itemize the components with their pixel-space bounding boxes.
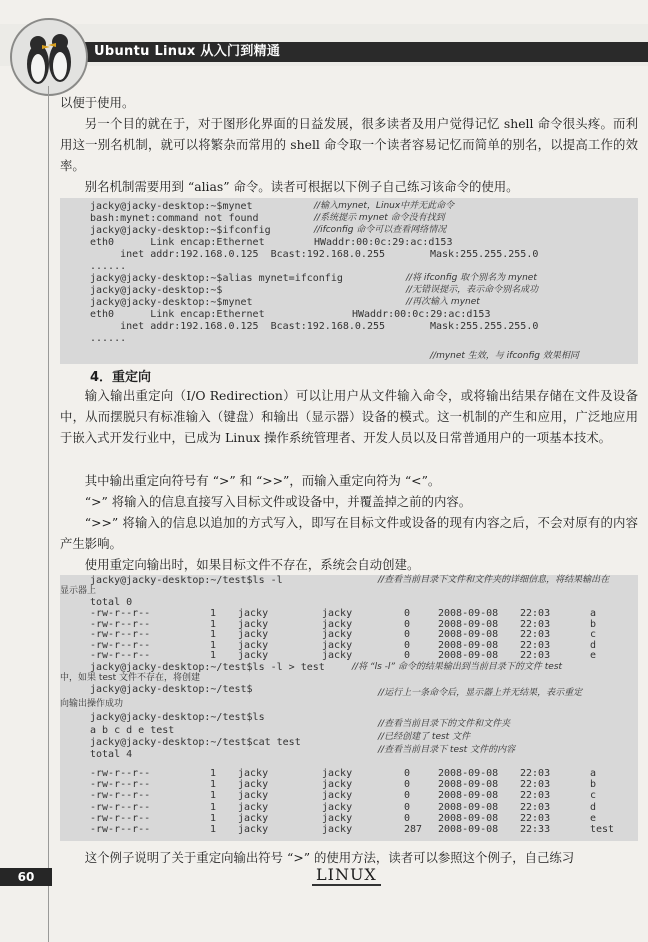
listing-row	[60, 814, 638, 824]
listing-date: 2008-09-08	[438, 790, 499, 802]
listing-owner: jacky	[238, 801, 269, 813]
listing-time: 22:03	[520, 768, 551, 779]
listing-date: 2008-09-08	[438, 779, 499, 791]
listing-perm: -rw-r--r--	[90, 629, 151, 640]
paragraph: “>>” 将输入的信息以追加的方式写入，即写在目标文件或设备的现有内容之后，不会对原有的内容产生影响。	[60, 515, 638, 551]
listing-row	[60, 651, 638, 661]
listing-size: 0	[404, 768, 411, 779]
listing-group: jacky	[322, 608, 353, 619]
listing-links: 1	[210, 790, 217, 802]
listing-filename: a	[590, 608, 597, 619]
listing-time: 22:03	[520, 790, 551, 802]
listing-row	[60, 630, 638, 640]
listing-date: 2008-09-08	[438, 812, 499, 824]
code-comment: //无错误提示，表示命令别名成功	[406, 285, 539, 295]
code-line: ......	[90, 333, 127, 344]
listing-owner: jacky	[238, 608, 269, 619]
listing-perm: -rw-r--r--	[90, 812, 151, 824]
listing-group: jacky	[322, 629, 353, 640]
code-line: jacky@jacky-desktop:~$alias mynet=ifconfig	[90, 273, 343, 284]
listing-date: 2008-09-08	[438, 650, 499, 661]
code-comment: 中，如果 test 文件不存在，将创建	[60, 673, 201, 683]
code-line: HWaddr:00:0c:29:ac:d153	[314, 237, 453, 248]
listing-links: 1	[210, 618, 217, 630]
code-line: eth0 Link encap:Ethernet	[90, 309, 265, 320]
code-line: inet addr:192.168.0.125 Bcast:192.168.0.255	[90, 249, 386, 260]
paragraph: 以便于使用。	[60, 95, 135, 110]
code-line: jacky@jacky-desktop:~$	[90, 285, 223, 296]
paragraph: 输入输出重定向（I/O Redirection）可以让用户从文件输入命令，或将输出结果存储在文件及设备中，从而摆脱只有标准输入（键盘）和输出（显示器）设备的模式。这一机制的产生和应用，广泛地应用于嵌入式开发行业中，已成为 Linux 操作系统管理者、开发人员以及日常普通用户的一项基本技术。	[60, 388, 638, 445]
listing-filename: c	[590, 790, 597, 802]
listing-filename: b	[590, 779, 597, 791]
penguin-logo	[10, 18, 88, 96]
code-comment: //查看当前目录下的文件和文件夹	[378, 719, 511, 729]
code-line: a b c d e test	[90, 725, 175, 736]
paragraph: 另一个目的就在于，对于图形化界面的日益发展，很多读者及用户觉得记忆 shell 命令很头疼。而利用这一别名机制，就可以将繁杂而常用的 shell 命令取一个读者容易记忆而简单的别名，以提高工作的效率。	[60, 116, 638, 173]
listing-filename: b	[590, 618, 597, 630]
listing-group: jacky	[322, 650, 353, 661]
code-comment: 显示器上	[60, 586, 97, 596]
listing-owner: jacky	[238, 790, 269, 802]
listing-time: 22:33	[520, 824, 551, 835]
listing-date: 2008-09-08	[438, 618, 499, 630]
listing-group: jacky	[322, 801, 353, 813]
code-line: total 4	[90, 749, 133, 760]
listing-group: jacky	[322, 779, 353, 791]
listing-links: 1	[210, 812, 217, 824]
listing-owner: jacky	[238, 812, 269, 824]
listing-links: 1	[210, 639, 217, 651]
listing-perm: -rw-r--r--	[90, 790, 151, 802]
code-line: jacky@jacky-desktop:~/test$ls -l	[90, 575, 283, 586]
listing-row	[60, 620, 638, 630]
listing-filename: test	[590, 824, 615, 835]
book-title: Ubuntu Linux 从入门到精通	[94, 44, 281, 59]
listing-owner: jacky	[238, 824, 269, 835]
listing-row	[60, 769, 638, 779]
listing-row	[60, 803, 638, 813]
listing-links: 1	[210, 608, 217, 619]
listing-perm: -rw-r--r--	[90, 608, 151, 619]
margin-rule	[48, 86, 49, 942]
listing-date: 2008-09-08	[438, 629, 499, 640]
listing-size: 0	[404, 608, 411, 619]
code-comment: //将 “ls -l” 命令的结果输出到当前目录下的文件 test	[352, 662, 563, 672]
listing-size: 0	[404, 812, 411, 824]
listing-row	[60, 825, 638, 835]
listing-perm: -rw-r--r--	[90, 768, 151, 779]
listing-filename: d	[590, 801, 597, 813]
listing-owner: jacky	[238, 768, 269, 779]
code-line: jacky@jacky-desktop:~$mynet	[90, 201, 253, 212]
listing-row	[60, 791, 638, 801]
listing-row	[60, 609, 638, 619]
listing-owner: jacky	[238, 650, 269, 661]
code-line: jacky@jacky-desktop:~$mynet	[90, 297, 253, 308]
listing-row	[60, 780, 638, 790]
listing-group: jacky	[322, 639, 353, 651]
listing-group: jacky	[322, 790, 353, 802]
listing-group: jacky	[322, 824, 353, 835]
listing-date: 2008-09-08	[438, 608, 499, 619]
code-line: jacky@jacky-desktop:~/test$ls	[90, 712, 265, 723]
listing-date: 2008-09-08	[438, 639, 499, 651]
listing-filename: e	[590, 812, 597, 824]
listing-size: 0	[404, 629, 411, 640]
listing-perm: -rw-r--r--	[90, 801, 151, 813]
listing-size: 0	[404, 779, 411, 791]
listing-owner: jacky	[238, 639, 269, 651]
listing-filename: a	[590, 768, 597, 779]
page-number: 60	[0, 868, 52, 886]
listing-time: 22:03	[520, 639, 551, 651]
penguin-icon	[12, 20, 86, 94]
code-line: jacky@jacky-desktop:~$ifconfig	[90, 225, 271, 236]
listing-time: 22:03	[520, 812, 551, 824]
code-comment: //查看当前目录下 test 文件的内容	[378, 745, 516, 755]
listing-links: 1	[210, 801, 217, 813]
code-comment: //mynet 生效，与 ifconfig 效果相同	[430, 351, 579, 361]
listing-size: 287	[404, 824, 423, 835]
listing-row	[60, 641, 638, 651]
code-comment: //将 ifconfig 取个别名为 mynet	[406, 273, 537, 283]
listing-perm: -rw-r--r--	[90, 779, 151, 791]
listing-links: 1	[210, 768, 217, 779]
code-comment: //输入mynet，Linux中并无此命令	[314, 201, 455, 211]
paragraph: “>” 将输入的信息直接写入目标文件或设备中，并覆盖掉之前的内容。	[84, 494, 472, 509]
code-line: eth0 Link encap:Ethernet	[90, 237, 265, 248]
code-line: jacky@jacky-desktop:~/test$	[90, 684, 253, 695]
listing-date: 2008-09-08	[438, 768, 499, 779]
code-line: inet addr:192.168.0.125 Bcast:192.168.0.255	[90, 321, 386, 332]
listing-filename: d	[590, 639, 597, 651]
listing-time: 22:03	[520, 608, 551, 619]
listing-group: jacky	[322, 812, 353, 824]
listing-perm: -rw-r--r--	[90, 650, 151, 661]
paragraph: 使用重定向输出时，如果目标文件不存在，系统会自动创建。	[84, 557, 420, 572]
listing-owner: jacky	[238, 629, 269, 640]
listing-size: 0	[404, 801, 411, 813]
listing-group: jacky	[322, 618, 353, 630]
listing-filename: e	[590, 650, 597, 661]
linux-logo: LINUX	[312, 866, 381, 886]
listing-links: 1	[210, 650, 217, 661]
listing-time: 22:03	[520, 618, 551, 630]
code-line: total 0	[90, 597, 133, 608]
code-line: bash:mynet:command not found	[90, 213, 259, 224]
listing-size: 0	[404, 790, 411, 802]
listing-perm: -rw-r--r--	[90, 639, 151, 651]
code-line: jacky@jacky-desktop:~/test$ls -l > test	[90, 662, 325, 673]
listing-time: 22:03	[520, 779, 551, 791]
code-comment: //ifconfig 命令可以查看网络情况	[314, 225, 447, 235]
listing-links: 1	[210, 824, 217, 835]
code-comment: //系统提示 mynet 命令没有找到	[314, 213, 445, 223]
code-block-redirection	[60, 575, 638, 841]
listing-filename: c	[590, 629, 597, 640]
code-line: HWaddr:00:0c:29:ac:d153	[352, 309, 491, 320]
listing-owner: jacky	[238, 779, 269, 791]
listing-size: 0	[404, 639, 411, 651]
code-line: Mask:255.255.255.0	[430, 249, 539, 260]
listing-time: 22:03	[520, 650, 551, 661]
paragraph: 这个例子说明了关于重定向输出符号 “>” 的使用方法，读者可以参照这个例子，自己练习	[84, 850, 575, 865]
code-line: ......	[90, 261, 127, 272]
listing-size: 0	[404, 618, 411, 630]
code-comment: //运行上一条命令后，显示器上并无结果，表示重定	[378, 688, 583, 698]
listing-perm: -rw-r--r--	[90, 618, 151, 630]
code-comment: //查看当前目录下文件和文件夹的详细信息，将结果输出在	[378, 575, 610, 585]
code-line: jacky@jacky-desktop:~/test$cat test	[90, 737, 301, 748]
code-comment: 向输出操作成功	[60, 699, 124, 709]
paragraph: 别名机制需要用到 “alias” 命令。读者可根据以下例子自己练习该命令的使用。	[84, 179, 519, 194]
listing-size: 0	[404, 650, 411, 661]
code-comment: //再次输入 mynet	[406, 297, 480, 307]
section-title: 4．重定向	[90, 370, 152, 385]
listing-links: 1	[210, 779, 217, 791]
listing-links: 1	[210, 629, 217, 640]
code-block-alias	[60, 198, 638, 364]
listing-date: 2008-09-08	[438, 801, 499, 813]
listing-perm: -rw-r--r--	[90, 824, 151, 835]
listing-owner: jacky	[238, 618, 269, 630]
code-line: Mask:255.255.255.0	[430, 321, 539, 332]
code-comment: //已经创建了 test 文件	[378, 732, 471, 742]
listing-time: 22:03	[520, 801, 551, 813]
paragraph: 其中输出重定向符号有 “>” 和 “>>”，而输入重定向符为 “<”。	[84, 473, 441, 488]
listing-date: 2008-09-08	[438, 824, 499, 835]
listing-time: 22:03	[520, 629, 551, 640]
listing-group: jacky	[322, 768, 353, 779]
